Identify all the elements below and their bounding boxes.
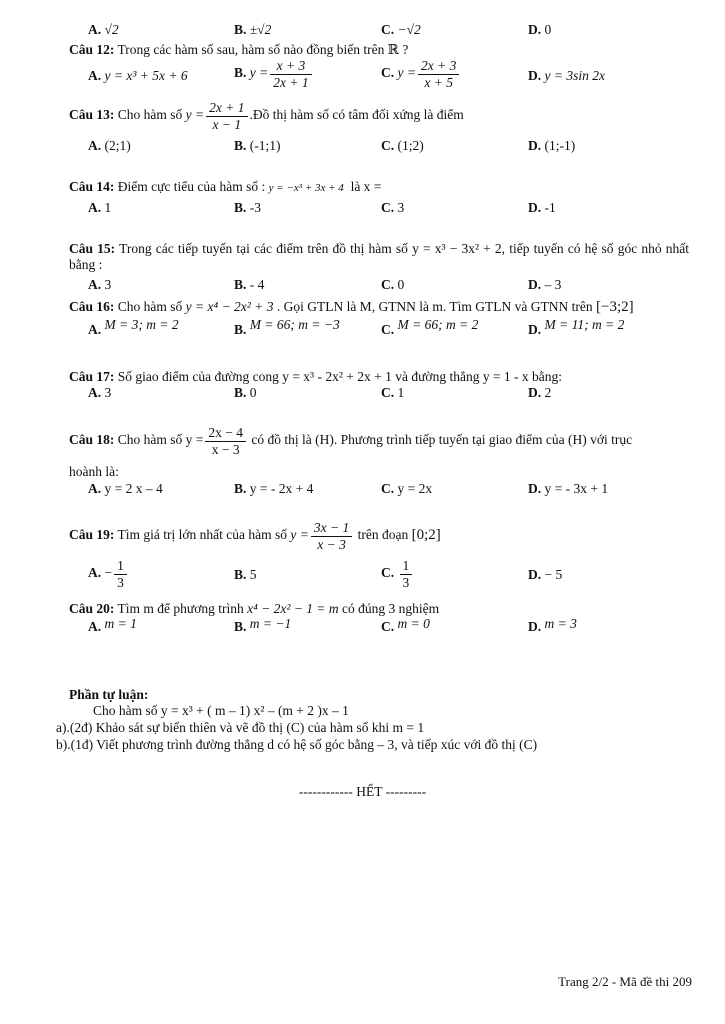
q19-question: Câu 19: Tìm giá trị lớn nhất của hàm số y = $\frac{3x - 1}{x - 3}$ trên đoạn [0;2] xyxy=(69,520,441,552)
end-marker: ------------ HẾT --------- xyxy=(298,784,427,799)
essay-part-b: b).(1đ) Viết phương trình đường thẳng d có hệ số góc bằng – 3, và tiếp xúc với đồ thị (C) xyxy=(56,737,538,752)
essay-intro: Cho hàm số y = x³ + ( m – 1) x² – (m + 2 )x – 1 xyxy=(93,703,349,718)
q14-option-d: D. -1 xyxy=(528,200,556,215)
q19-a-fraction: $\frac{1}{3}$ xyxy=(114,558,127,590)
q20-option-b: B. m = −1 xyxy=(234,616,292,634)
q20-option-d: D. m = 3 xyxy=(528,616,577,634)
q14-option-a: A. 1 xyxy=(88,200,112,215)
q17-option-c: C. 1 xyxy=(381,385,405,400)
q15-option-a: A. 3 xyxy=(88,277,112,292)
q16-option-b: B. M = 66; m = −3 xyxy=(234,317,340,337)
q14-question: Câu 14: Điểm cực tiểu của hàm số : y = −x³ + 3x + 4 là x = xyxy=(69,179,382,194)
q11-option-d: D. 0 xyxy=(528,22,552,37)
page-footer: Trang 2/2 - Mã đề thi 209 xyxy=(558,974,692,989)
essay-title: Phần tự luận: xyxy=(69,687,149,702)
q13-option-b: B. (-1;1) xyxy=(234,138,281,153)
q12-option-a: A. y = x³ + 5x + 6 xyxy=(88,68,188,83)
q19-option-b: B. 5 xyxy=(234,567,257,582)
q18-option-c: C. y = 2x xyxy=(381,481,433,496)
q16-option-c: C. M = 66; m = 2 xyxy=(381,317,479,337)
q19-option-c: C. $\frac{1}{3}$ xyxy=(381,558,414,590)
q14-option-b: B. -3 xyxy=(234,200,262,215)
q12-b-fraction: $\frac{x + 3}{2x + 1}$ xyxy=(270,58,311,90)
q15-question: Câu 15: Trong các tiếp tuyến tại các điểm trên đồ thị hàm số y = x³ − 3x² + 2, tiếp tuyến có hệ số góc nhỏ nhất bằng : xyxy=(69,241,689,272)
q19-option-d: D. − 5 xyxy=(528,567,563,582)
q13-option-c: C. (1;2) xyxy=(381,138,424,153)
q11-option-b: B. ±√2 xyxy=(234,22,272,37)
essay-part-a: a).(2đ) Khảo sát sự biến thiên và vẽ đồ thị (C) của hàm số khi m = 1 xyxy=(56,720,425,735)
q16-option-d: D. M = 11; m = 2 xyxy=(528,317,625,337)
q20-option-c: C. m = 0 xyxy=(381,616,430,634)
q13-option-a: A. (2;1) xyxy=(88,138,131,153)
q12-option-b: B. y = $\frac{x + 3}{2x + 1}$ xyxy=(234,58,314,90)
q12-option-d: D. y = 3sin 2x xyxy=(528,68,605,83)
q19-c-fraction: $\frac{1}{3}$ xyxy=(400,558,413,590)
q16-option-a: A. M = 3; m = 2 xyxy=(88,317,179,337)
q16-question: Câu 16: Cho hàm số y = x⁴ − 2x² + 3 . Gọi GTLN là M, GTNN là m. Tìm GTLN và GTNN trên [−3;2] xyxy=(69,299,634,315)
q18-option-b: B. y = - 2x + 4 xyxy=(234,481,314,496)
q18-question: Câu 18: Cho hàm số y = $\frac{2x - 4}{x - 3}$ có đồ thị là (H). Phương trình tiếp tuyến tại giao điểm của (H) với trục xyxy=(69,425,633,457)
q12-c-fraction: $\frac{2x + 3}{x + 5}$ xyxy=(418,58,459,90)
q11-option-c: C. −√2 xyxy=(381,22,421,37)
q18-question-line2: hoành là: xyxy=(69,464,119,479)
q17-option-a: A. 3 xyxy=(88,385,112,400)
q12-option-c: C. y = $\frac{2x + 3}{x + 5}$ xyxy=(381,58,461,90)
q18-fraction: $\frac{2x - 4}{x - 3}$ xyxy=(205,425,246,457)
q13-fraction: $\frac{2x + 1}{x - 1}$ xyxy=(206,100,247,132)
q20-question: Câu 20: Tìm m để phương trình x⁴ − 2x² − 1 = m có đúng 3 nghiệm xyxy=(69,601,440,616)
q18-option-a: A. y = 2 x – 4 xyxy=(88,481,163,496)
q17-option-b: B. 0 xyxy=(234,385,257,400)
q11-option-a: A. √2 xyxy=(88,22,119,37)
q18-option-d: D. y = - 3x + 1 xyxy=(528,481,609,496)
q15-option-c: C. 0 xyxy=(381,277,405,292)
q13-option-d: D. (1;-1) xyxy=(528,138,576,153)
q17-option-d: D. 2 xyxy=(528,385,552,400)
q20-option-a: A. m = 1 xyxy=(88,616,137,634)
q19-option-a: A. − $\frac{1}{3}$ xyxy=(88,558,129,590)
q15-option-d: D. – 3 xyxy=(528,277,562,292)
q13-question: Câu 13: Cho hàm số y = $\frac{2x + 1}{x - 1}$ .Đồ thị hàm số có tâm đối xứng là điểm xyxy=(69,100,464,132)
q19-fraction: $\frac{3x - 1}{x - 3}$ xyxy=(311,520,352,552)
q15-option-b: B. - 4 xyxy=(234,277,265,292)
q14-option-c: C. 3 xyxy=(381,200,405,215)
q12-question: Câu 12: Trong các hàm số sau, hàm số nào đồng biến trên ℝ ? xyxy=(69,42,409,57)
q17-question: Câu 17: Số giao điểm của đường cong y = x³ - 2x² + 2x + 1 và đường thẳng y = 1 - x bằng: xyxy=(69,369,563,384)
